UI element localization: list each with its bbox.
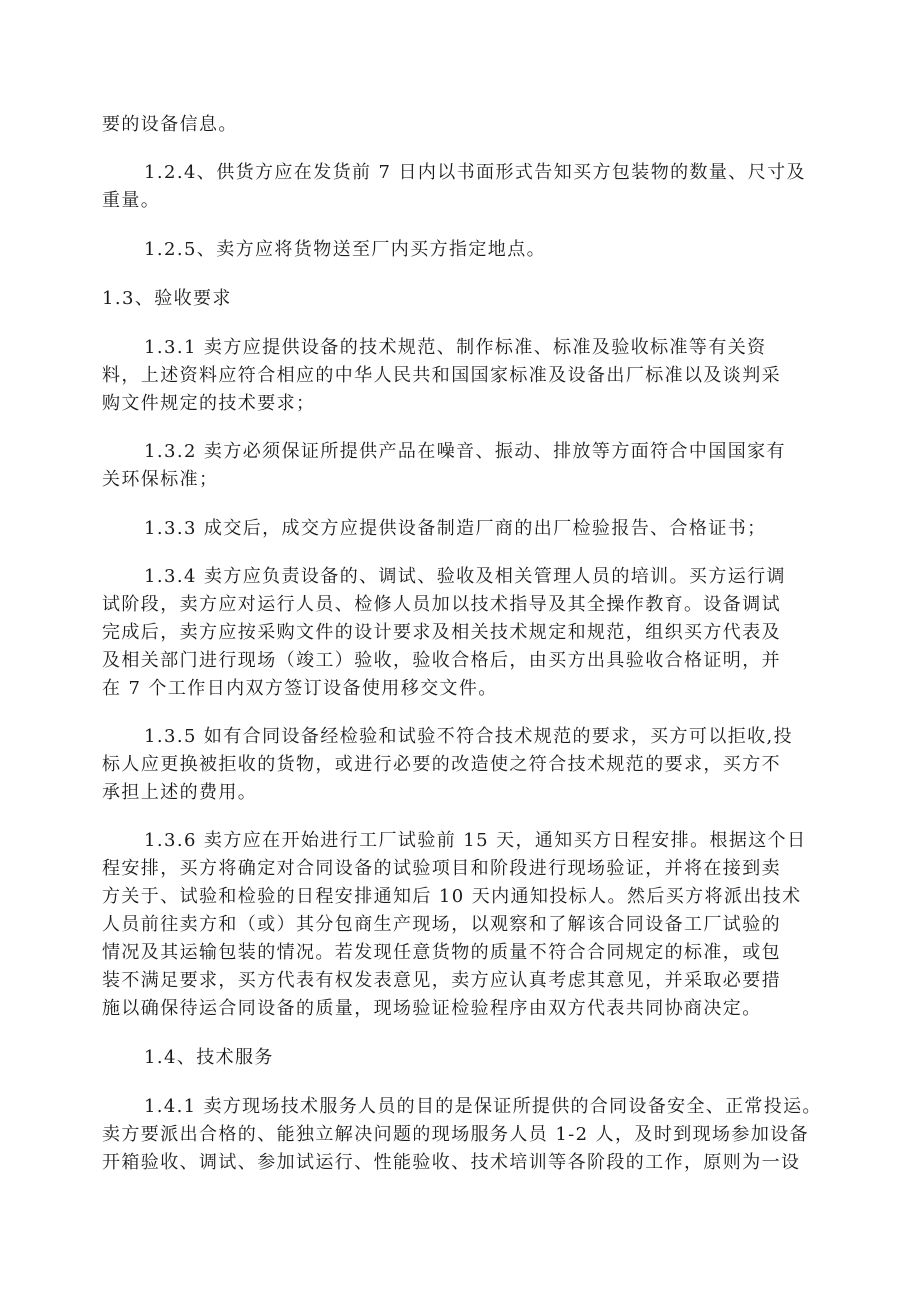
paragraph-line: 标人应更换被拒收的货物，或进行必要的改造使之符合技术规范的要求，买方不 xyxy=(102,754,781,775)
paragraph-line: 及相关部门进行现场（竣工）验收，验收合格后，由买方出具验收合格证明，并 xyxy=(102,650,781,671)
paragraph-line: 开箱验收、调试、参加试运行、性能验收、技术培训等各阶段的工作，原则为一设 xyxy=(102,1152,801,1173)
paragraph-line: 程安排，买方将确定对合同设备的试验项目和阶段进行现场验证，并将在接到卖 xyxy=(102,858,781,879)
paragraph-line: 1.3.6 卖方应在开始进行工厂试验前 15 天，通知买方日程安排。根据这个日 xyxy=(144,830,807,851)
paragraph-line: 卖方要派出合格的、能独立解决问题的现场服务人员 1-2 人，及时到现场参加设备 xyxy=(102,1124,810,1145)
paragraph-line: 1.2.4、供货方应在发货前 7 日内以书面形式告知买方包装物的数量、尺寸及 xyxy=(144,162,806,183)
paragraph-line: 1.3.5 如有合同设备经检验和试验不符合技术规范的要求，买方可以拒收,投 xyxy=(144,726,794,747)
paragraph-line: 试阶段，卖方应对运行人员、检修人员加以技术指导及其全操作教育。设备调试 xyxy=(102,594,781,615)
paragraph-line: 1.3.4 卖方应负责设备的、调试、验收及相关管理人员的培训。买方运行调 xyxy=(144,566,786,587)
paragraph-line: 1.3.2 卖方必须保证所提供产品在噪音、振动、排放等方面符合中国国家有 xyxy=(144,441,786,462)
paragraph-line: 要的设备信息。 xyxy=(102,114,238,135)
paragraph-line: 购文件规定的技术要求； xyxy=(102,393,316,414)
paragraph-line: 料，上述资料应符合相应的中华人民共和国国家标准及设备出厂标准以及谈判采 xyxy=(102,365,781,386)
paragraph-line: 1.2.5、卖方应将货物送至厂内买方指定地点。 xyxy=(144,239,546,260)
section-heading: 1.3、验收要求 xyxy=(102,288,232,309)
paragraph-line: 完成后，卖方应按采购文件的设计要求及相关技术规定和规范，组织买方代表及 xyxy=(102,622,781,643)
paragraph-line: 重量。 xyxy=(102,190,161,211)
paragraph-line: 施以确保待运合同设备的质量，现场验证检验程序由双方代表共同协商决定。 xyxy=(102,998,762,1019)
paragraph-line: 1.3.1 卖方应提供设备的技术规范、制作标准、标准及验收标准等有关资 xyxy=(144,337,767,358)
section-heading: 1.4、技术服务 xyxy=(144,1047,274,1068)
paragraph-line: 装不满足要求，买方代表有权发表意见，卖方应认真考虑其意见，并采取必要措 xyxy=(102,970,781,991)
paragraph-line: 承担上述的费用。 xyxy=(102,782,258,803)
paragraph-line: 1.3.3 成交后，成交方应提供设备制造厂商的出厂检验报告、合格证书； xyxy=(144,518,767,539)
paragraph-line: 关环保标准； xyxy=(102,469,219,490)
paragraph-line: 人员前往卖方和（或）其分包商生产现场，以观察和了解该合同设备工厂试验的 xyxy=(102,914,781,935)
paragraph-line: 情况及其运输包装的情况。若发现任意货物的质量不符合合同规定的标准，或包 xyxy=(102,942,781,963)
paragraph-line: 在 7 个工作日内双方签订设备使用移交文件。 xyxy=(102,678,498,699)
paragraph-line: 方关于、试验和检验的日程安排通知后 10 天内通知投标人。然后买方将派出技术 xyxy=(102,886,802,907)
paragraph-line: 1.4.1 卖方现场技术服务人员的目的是保证所提供的合同设备安全、正常投运。 xyxy=(144,1096,822,1117)
